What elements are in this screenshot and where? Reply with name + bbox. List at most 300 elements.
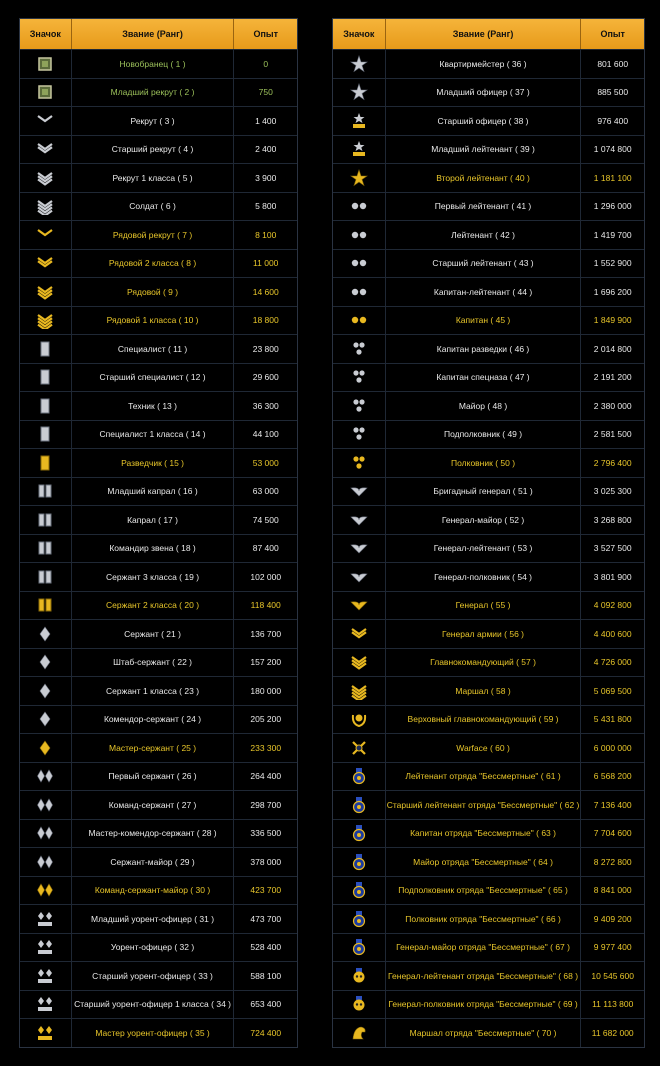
rank-name: Второй лейтенант ( 40 ) — [386, 164, 582, 192]
rank-icon-cell — [20, 734, 72, 762]
rank-icon-cell — [333, 535, 386, 563]
rank-name: Команд-сержант-майор ( 30 ) — [72, 877, 235, 905]
rank-icon-cell — [333, 763, 386, 791]
table-row — [333, 562, 644, 591]
table-row — [333, 163, 644, 192]
rank-name: Майор отряда "Бессмертные" ( 64 ) — [386, 848, 582, 876]
rank-exp: 801 600 — [597, 58, 629, 69]
rank-name: Сержант 2 класса ( 20 ) — [72, 592, 235, 620]
rank-icon-cell — [20, 991, 72, 1019]
table-row — [20, 961, 297, 990]
rank-table-left — [19, 18, 298, 1048]
rank-name: Старший лейтенант отряда "Бессмертные" ( 62 ) — [386, 791, 582, 819]
diamond-silver-icon — [36, 710, 54, 728]
rank-icon-cell — [20, 592, 72, 620]
rank-icon-cell — [20, 934, 72, 962]
rank-name: Warface ( 60 ) — [386, 734, 582, 762]
table-row — [20, 819, 297, 848]
rank-icon-cell — [333, 278, 386, 306]
table-row — [20, 249, 297, 278]
rank-exp: 118 400 — [250, 600, 281, 611]
rank-icon-cell — [20, 677, 72, 705]
table-row — [20, 933, 297, 962]
rank-name: Старший лейтенант ( 43 ) — [386, 250, 582, 278]
table-row — [333, 277, 644, 306]
tab-gold-icon — [36, 454, 54, 472]
rank-icon-cell — [333, 734, 386, 762]
rank-exp: 9 409 200 — [593, 913, 632, 924]
rank-name: Генерал-лейтенант отряда "Бессмертные" ( 68 ) — [386, 962, 582, 990]
table-row — [333, 363, 644, 392]
rank-exp: 5 431 800 — [593, 714, 632, 725]
rank-exp: 8 841 000 — [593, 885, 632, 896]
rank-icon-cell — [20, 250, 72, 278]
rank-icon-cell — [20, 706, 72, 734]
table-row — [333, 49, 644, 78]
table-row — [333, 477, 644, 506]
rank-exp: 8 272 800 — [593, 856, 632, 867]
table-row — [20, 363, 297, 392]
rank-exp: 11 113 800 — [592, 999, 634, 1010]
rank-icon-cell — [333, 991, 386, 1019]
rank-name: Генерал ( 55 ) — [386, 592, 582, 620]
rank-exp: 87 400 — [252, 543, 279, 554]
rank-exp: 7 136 400 — [593, 799, 632, 810]
three-stars-gold-icon — [350, 454, 368, 472]
two-stars-gold-icon — [350, 311, 368, 329]
rank-icon-cell — [333, 164, 386, 192]
table-row — [20, 534, 297, 563]
triple-diamond-silver-icon — [36, 910, 54, 928]
rank-name: Капитан спецназа ( 47 ) — [386, 364, 582, 392]
rank-exp: 11 000 — [253, 258, 279, 269]
table-row — [20, 904, 297, 933]
rank-icon-cell — [20, 193, 72, 221]
rank-exp: 2 380 000 — [593, 400, 632, 411]
rank-name: Специалист 1 класса ( 14 ) — [72, 421, 235, 449]
rank-icon-cell — [333, 677, 386, 705]
table-row — [20, 591, 297, 620]
table-row — [333, 619, 644, 648]
rank-name: Рекрут 1 класса ( 5 ) — [72, 164, 235, 192]
rank-icon-cell — [20, 1019, 72, 1047]
diamond-silver-icon — [36, 625, 54, 643]
rank-name: Рядовой рекрут ( 7 ) — [72, 221, 235, 249]
crossed-swords-gold-icon — [350, 739, 368, 757]
table-row — [333, 762, 644, 791]
rank-icon-cell — [20, 221, 72, 249]
rank-icon-cell — [333, 592, 386, 620]
table-row — [333, 648, 644, 677]
three-stars-silver-icon — [350, 425, 368, 443]
rank-name: Командир звена ( 18 ) — [72, 535, 235, 563]
triple-diamond-silver-icon — [36, 995, 54, 1013]
table-row — [333, 448, 644, 477]
table-row — [20, 391, 297, 420]
rank-exp: 3 268 800 — [593, 514, 632, 525]
rank-exp: 180 000 — [250, 685, 282, 696]
chevron-gold-3-icon — [350, 653, 368, 671]
rank-exp: 2 191 200 — [593, 372, 632, 383]
rank-name: Комендор-сержант ( 24 ) — [72, 706, 235, 734]
table-row — [333, 961, 644, 990]
table-row — [20, 847, 297, 876]
rank-icon-cell — [20, 335, 72, 363]
rank-exp: 264 400 — [250, 771, 282, 782]
triple-diamond-silver-icon — [36, 938, 54, 956]
header-rank: Звание (Ранг) — [386, 19, 582, 49]
rank-exp: 10 545 600 — [591, 970, 634, 981]
table-row — [333, 790, 644, 819]
table-header — [333, 19, 644, 49]
medal-blue-icon — [350, 938, 368, 956]
table-row — [20, 163, 297, 192]
table-row — [333, 420, 644, 449]
table-row — [20, 277, 297, 306]
two-stars-silver-icon — [350, 197, 368, 215]
three-stars-silver-icon — [350, 368, 368, 386]
table-row — [333, 733, 644, 762]
rank-icon-cell — [20, 79, 72, 107]
rank-exp: 2 796 400 — [593, 457, 632, 468]
table-row — [333, 334, 644, 363]
rank-icon-cell — [20, 136, 72, 164]
rank-icon-cell — [333, 193, 386, 221]
rank-icon-cell — [20, 107, 72, 135]
rank-exp: 336 500 — [250, 828, 282, 839]
rank-icon-cell — [20, 50, 72, 78]
rank-name: Младший офицер ( 37 ) — [386, 79, 582, 107]
double-tab-silver-icon — [36, 482, 54, 500]
rank-exp: 750 — [258, 87, 273, 98]
rank-exp: 44 100 — [252, 429, 279, 440]
rank-icon-cell — [333, 335, 386, 363]
rank-exp: 5 069 500 — [593, 685, 632, 696]
rank-name: Квартирмейстер ( 36 ) — [386, 50, 582, 78]
double-tab-silver-icon — [36, 539, 54, 557]
rank-icon-cell — [333, 1019, 386, 1047]
rank-icon-cell — [333, 506, 386, 534]
rank-icon-cell — [333, 421, 386, 449]
table-row — [20, 762, 297, 791]
table-row — [20, 334, 297, 363]
rank-exp: 233 300 — [250, 742, 282, 753]
rank-name: Генерал-лейтенант ( 53 ) — [386, 535, 582, 563]
table-row — [333, 249, 644, 278]
rank-name: Новобранец ( 1 ) — [72, 50, 235, 78]
rank-icon-cell — [333, 449, 386, 477]
rank-name: Рядовой 1 класса ( 10 ) — [72, 307, 235, 335]
rank-icon-cell — [20, 791, 72, 819]
rank-exp: 6 000 000 — [593, 742, 632, 753]
double-diamond-silver-icon — [36, 796, 54, 814]
table-row — [20, 648, 297, 677]
table-row — [20, 220, 297, 249]
rank-name: Генерал армии ( 56 ) — [386, 620, 582, 648]
rank-icon-cell — [333, 107, 386, 135]
medal-blue-icon — [350, 910, 368, 928]
rank-icon-cell — [20, 164, 72, 192]
rank-exp: 1 400 — [255, 115, 277, 126]
eagle-silver-icon — [350, 511, 368, 529]
medal-blue-icon — [350, 853, 368, 871]
header-icon: Значок — [333, 19, 386, 49]
rank-name: Младший уорент-офицер ( 31 ) — [72, 905, 235, 933]
eagle-gold-icon — [350, 596, 368, 614]
rank-name: Старший уорент-офицер ( 33 ) — [72, 962, 235, 990]
rank-name: Солдат ( 6 ) — [72, 193, 235, 221]
rank-icon-cell — [20, 478, 72, 506]
rank-icon-cell — [333, 820, 386, 848]
rank-icon-cell — [20, 364, 72, 392]
two-stars-silver-icon — [350, 226, 368, 244]
rank-icon-cell — [333, 364, 386, 392]
rank-name: Разведчик ( 15 ) — [72, 449, 235, 477]
rank-icon-cell — [20, 563, 72, 591]
table-row — [333, 534, 644, 563]
table-row — [333, 135, 644, 164]
rank-icon-cell — [333, 962, 386, 990]
table-row — [333, 106, 644, 135]
table-row — [333, 819, 644, 848]
rank-exp: 136 700 — [250, 628, 282, 639]
triple-diamond-silver-icon — [36, 967, 54, 985]
rank-icon-cell — [20, 848, 72, 876]
rank-name: Старший офицер ( 38 ) — [386, 107, 582, 135]
rank-exp: 1 849 900 — [593, 315, 632, 326]
rank-name: Капитан отряда "Бессмертные" ( 63 ) — [386, 820, 582, 848]
rank-name: Полковник отряда "Бессмертные" ( 66 ) — [386, 905, 582, 933]
double-diamond-silver-icon — [36, 853, 54, 871]
double-diamond-silver-icon — [36, 824, 54, 842]
double-tab-silver-icon — [36, 568, 54, 586]
table-row — [333, 306, 644, 335]
rank-icon-cell — [333, 221, 386, 249]
rank-exp: 1 696 200 — [593, 286, 632, 297]
star-bar-silver-icon — [350, 112, 368, 130]
rank-name: Сержант-майор ( 29 ) — [72, 848, 235, 876]
rank-exp: 473 700 — [250, 913, 282, 924]
table-row — [20, 106, 297, 135]
rank-icon-cell — [20, 506, 72, 534]
rank-name: Полковник ( 50 ) — [386, 449, 582, 477]
eagle-silver-icon — [350, 539, 368, 557]
rank-name: Рекрут ( 3 ) — [72, 107, 235, 135]
chevron-gold-2-icon — [36, 254, 54, 272]
table-row — [20, 78, 297, 107]
star-silver-icon — [350, 55, 368, 73]
rank-exp: 74 500 — [252, 514, 279, 525]
rank-name: Рядовой ( 9 ) — [72, 278, 235, 306]
rank-name: Генерал-полковник ( 54 ) — [386, 563, 582, 591]
medal-blue-icon — [350, 767, 368, 785]
rank-exp: 23 800 — [252, 343, 279, 354]
recruit-square-icon — [36, 83, 54, 101]
rank-name: Штаб-сержант ( 22 ) — [72, 649, 235, 677]
rank-exp: 298 700 — [250, 799, 282, 810]
rank-name: Старший рекрут ( 4 ) — [72, 136, 235, 164]
table-row — [333, 676, 644, 705]
table-row — [333, 876, 644, 905]
rank-exp: 378 000 — [250, 856, 282, 867]
three-stars-silver-icon — [350, 397, 368, 415]
rank-icon-cell — [333, 136, 386, 164]
rank-icon-cell — [333, 392, 386, 420]
table-row — [20, 619, 297, 648]
double-tab-gold-icon — [36, 596, 54, 614]
chevron-silver-2-icon — [36, 140, 54, 158]
rank-icon-cell — [20, 649, 72, 677]
two-stars-silver-icon — [350, 283, 368, 301]
rank-name: Лейтенант ( 42 ) — [386, 221, 582, 249]
rank-exp: 102 000 — [250, 571, 282, 582]
skull-gold-icon — [350, 967, 368, 985]
eagle-head-gold-icon — [350, 1024, 368, 1042]
rank-exp: 4 726 000 — [593, 657, 632, 668]
table-row — [20, 135, 297, 164]
rank-exp: 3 801 900 — [593, 571, 632, 582]
table-row — [333, 220, 644, 249]
rank-exp: 423 700 — [250, 885, 282, 896]
rank-exp: 63 000 — [252, 486, 279, 497]
rank-exp: 53 000 — [252, 457, 279, 468]
table-body — [20, 49, 297, 1047]
rank-icon-cell — [20, 421, 72, 449]
rank-name: Маршал ( 58 ) — [386, 677, 582, 705]
triple-diamond-gold-icon — [36, 1024, 54, 1042]
rank-icon-cell — [20, 307, 72, 335]
table-row — [333, 591, 644, 620]
rank-name: Уорент-офицер ( 32 ) — [72, 934, 235, 962]
table-row — [20, 477, 297, 506]
chevron-gold-1-icon — [36, 226, 54, 244]
rank-name: Маршал отряда "Бессмертные" ( 70 ) — [386, 1019, 582, 1047]
rank-exp: 4 092 800 — [593, 600, 632, 611]
table-row — [20, 676, 297, 705]
rank-exp: 0 — [263, 58, 269, 69]
rank-exp: 2 581 500 — [593, 429, 632, 440]
eagle-silver-icon — [350, 568, 368, 586]
rank-name: Подполковник ( 49 ) — [386, 421, 582, 449]
rank-icon-cell — [333, 848, 386, 876]
rank-name: Мастер уорент-офицер ( 35 ) — [72, 1019, 235, 1047]
recruit-square-icon — [36, 55, 54, 73]
table-row — [333, 847, 644, 876]
rank-icon-cell — [333, 620, 386, 648]
table-row — [20, 562, 297, 591]
two-stars-silver-icon — [350, 254, 368, 272]
eagle-silver-icon — [350, 482, 368, 500]
rank-icon-cell — [333, 706, 386, 734]
rank-icon-cell — [333, 877, 386, 905]
rank-icon-cell — [333, 791, 386, 819]
table-row — [20, 733, 297, 762]
rank-icon-cell — [20, 392, 72, 420]
rank-exp: 2 400 — [255, 144, 277, 155]
rank-name: Первый лейтенант ( 41 ) — [386, 193, 582, 221]
rank-exp: 3 527 500 — [593, 543, 632, 554]
rank-name: Бригадный генерал ( 51 ) — [386, 478, 582, 506]
rank-exp: 2 014 800 — [593, 343, 632, 354]
chevron-silver-4-icon — [36, 197, 54, 215]
table-row — [333, 192, 644, 221]
chevron-gold-3-icon — [36, 283, 54, 301]
rank-name: Капрал ( 17 ) — [72, 506, 235, 534]
table-body — [333, 49, 644, 1047]
chevron-silver-3-icon — [36, 169, 54, 187]
tab-silver-icon — [36, 340, 54, 358]
rank-exp: 528 400 — [250, 942, 282, 953]
rank-name: Рядовой 2 класса ( 8 ) — [72, 250, 235, 278]
tab-silver-icon — [36, 368, 54, 386]
rank-icon-cell — [333, 905, 386, 933]
medal-blue-icon — [350, 796, 368, 814]
double-diamond-gold-icon — [36, 881, 54, 899]
header-exp: Опыт — [600, 29, 625, 39]
rank-exp: 7 704 600 — [593, 828, 632, 839]
rank-exp: 14 600 — [252, 286, 279, 297]
table-row — [333, 78, 644, 107]
table-row — [20, 790, 297, 819]
rank-icon-cell — [20, 877, 72, 905]
rank-icon-cell — [333, 250, 386, 278]
table-row — [20, 192, 297, 221]
chevron-gold-4-icon — [36, 311, 54, 329]
rank-name: Капитан-лейтенант ( 44 ) — [386, 278, 582, 306]
rank-exp: 29 600 — [252, 372, 279, 383]
rank-exp: 653 400 — [250, 999, 282, 1010]
table-row — [20, 420, 297, 449]
rank-icon-cell — [20, 449, 72, 477]
wreath-gold-icon — [350, 710, 368, 728]
rank-icon-cell — [20, 763, 72, 791]
table-row — [333, 505, 644, 534]
rank-name: Майор ( 48 ) — [386, 392, 582, 420]
rank-icon-cell — [333, 79, 386, 107]
rank-name: Первый сержант ( 26 ) — [72, 763, 235, 791]
table-row — [333, 990, 644, 1019]
table-row — [20, 1018, 297, 1047]
rank-icon-cell — [20, 905, 72, 933]
table-header — [20, 19, 297, 49]
table-row — [333, 391, 644, 420]
diamond-silver-icon — [36, 653, 54, 671]
rank-name: Сержант ( 21 ) — [72, 620, 235, 648]
rank-exp: 4 400 600 — [593, 628, 632, 639]
table-row — [333, 705, 644, 734]
rank-exp: 9 977 400 — [593, 942, 632, 953]
rank-name: Капитан разведки ( 46 ) — [386, 335, 582, 363]
rank-exp: 18 800 — [252, 315, 279, 326]
table-row — [20, 448, 297, 477]
table-row — [20, 505, 297, 534]
table-row — [20, 306, 297, 335]
rank-icon-cell — [333, 50, 386, 78]
chevron-gold-4-icon — [350, 682, 368, 700]
rank-name: Лейтенант отряда "Бессмертные" ( 61 ) — [386, 763, 582, 791]
medal-blue-icon — [350, 881, 368, 899]
rank-name: Сержант 1 класса ( 23 ) — [72, 677, 235, 705]
tab-silver-icon — [36, 397, 54, 415]
rank-name: Сержант 3 класса ( 19 ) — [72, 563, 235, 591]
diamond-silver-icon — [36, 682, 54, 700]
rank-exp: 6 568 200 — [593, 771, 632, 782]
header-icon: Значок — [20, 19, 72, 49]
header-rank: Звание (Ранг) — [72, 19, 235, 49]
rank-icon-cell — [20, 535, 72, 563]
rank-exp: 1 074 800 — [593, 144, 632, 155]
rank-name: Младший рекрут ( 2 ) — [72, 79, 235, 107]
